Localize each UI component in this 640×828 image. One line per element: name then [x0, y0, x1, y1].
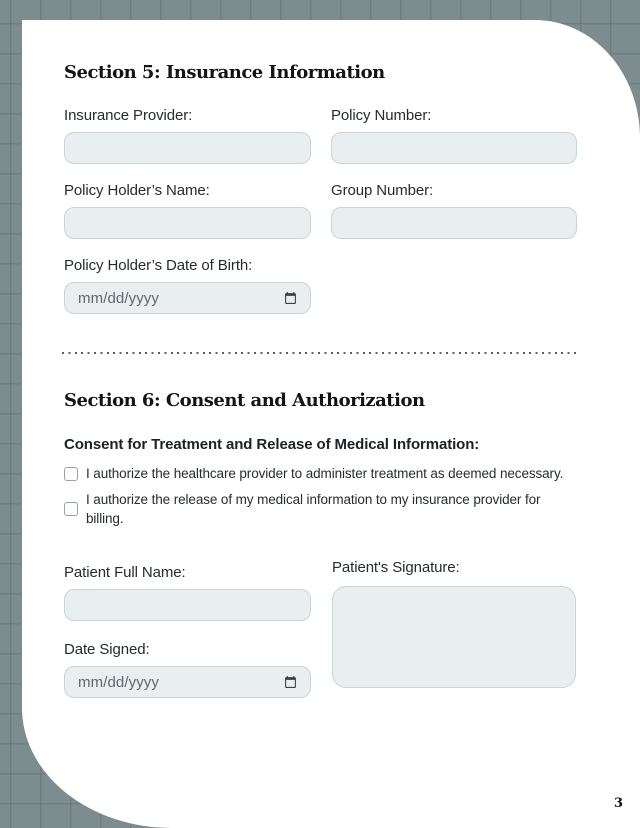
signature-left-column [64, 564, 311, 698]
policy-holder-name-label: Policy Holder’s Name: [64, 182, 210, 199]
policy-holder-dob-label: Policy Holder’s Date of Birth: [64, 257, 253, 274]
signature-area [64, 559, 580, 698]
section-6-title: Section 6: Consent and Authorization [64, 390, 425, 411]
consent-text-treatment: I authorize the healthcare provider to administer treatment as deemed necessary. [86, 466, 564, 481]
calendar-icon[interactable] [284, 291, 297, 305]
date-signed-label: Date Signed: [64, 641, 150, 658]
insurance-provider-input[interactable] [64, 132, 311, 164]
insurance-provider-label: Insurance Provider: [64, 107, 193, 124]
patient-signature-label: Patient's Signature: [332, 559, 460, 576]
field-policy-holder-name [64, 182, 311, 239]
policy-number-input[interactable] [331, 132, 577, 164]
patient-signature-area[interactable] [332, 586, 576, 688]
date-signed-input[interactable] [64, 666, 311, 698]
insurance-fields-grid [64, 107, 580, 239]
consent-item-release [64, 490, 580, 528]
calendar-icon[interactable] [284, 675, 297, 689]
signature-right-column [332, 559, 578, 698]
date-placeholder-text: mm/dd/yyyy [78, 289, 160, 307]
field-policy-number [331, 107, 577, 164]
policy-holder-name-input[interactable] [64, 207, 311, 239]
field-insurance-provider [64, 107, 311, 164]
policy-number-label: Policy Number: [331, 107, 432, 124]
consent-item-treatment [64, 464, 580, 483]
group-number-label: Group Number: [331, 182, 434, 199]
policy-holder-dob-input[interactable] [64, 282, 311, 314]
consent-heading: Consent for Treatment and Release of Medical Information: [64, 436, 480, 453]
form-page [22, 20, 640, 828]
section-5-title: Section 5: Insurance Information [64, 62, 385, 83]
consent-text-release: I authorize the release of my medical information to my insurance provider for billing. [86, 492, 541, 526]
page-number: 3 [613, 796, 623, 811]
patient-full-name-input[interactable] [64, 589, 311, 621]
consent-checkbox-release[interactable] [64, 502, 78, 516]
dotted-divider [62, 352, 580, 354]
date-placeholder-text: mm/dd/yyyy [78, 673, 160, 691]
field-group-number [331, 182, 577, 239]
group-number-input[interactable] [331, 207, 577, 239]
patient-full-name-label: Patient Full Name: [64, 564, 186, 581]
field-policy-holder-dob [64, 257, 311, 314]
consent-checkbox-treatment[interactable] [64, 467, 78, 481]
